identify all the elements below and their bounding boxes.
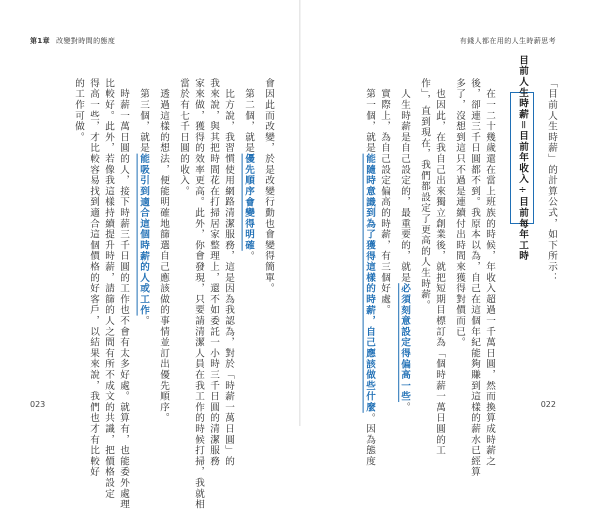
text-run: 第一個，就是	[364, 78, 375, 154]
text-run: 。	[138, 315, 149, 327]
highlight-phrase: 能隨時意識到為了獲得這樣的時薪，自己應該做些什麼	[364, 153, 375, 413]
text-column	[137, 78, 150, 326]
text-column: 得高一些，才比較容易找到適合這個價格的好客戶，以結果來說，我們也才有比較好	[88, 78, 99, 478]
text-column: 透過這樣的想法，便能明確地篩選自己應該做的事情並訂出優先順序。	[158, 78, 169, 424]
text-column: 也因此，在我自己出來獨立創業後，就把短期目標訂為「個時薪一萬日圓的工	[434, 78, 445, 456]
text-column: 時薪一萬日圓的人，接下時薪三千日圓的工作也不會有太多好處。就算有，也能委外處理	[118, 78, 129, 510]
text-column	[363, 78, 376, 467]
text-run: 人生時薪是自己設定的，最重要的，就是	[399, 78, 410, 284]
text-column: 比較好。此外，若像我這樣持續提升時薪，請篩的人之間有所不成文的共識，把價格設定	[103, 78, 114, 500]
text-column: 多了，沒想到這只不過是連續付出時間來獲得對價而已。	[454, 78, 465, 348]
text-column: 實際上，為自己設定偏高的時薪，有三個好處。	[379, 78, 390, 316]
text-column: 我來說，與其把時間花在打掃居家整理上，還不如委託一小時三千日圓的清潔服務	[208, 78, 219, 467]
text-column: 的工作可做。	[73, 78, 84, 143]
text-column: 後，卻連三千日圓都不到。我原本以為，自己在這個年紀能夠賺到這樣的薪水已經算	[469, 78, 480, 478]
text-run: 。因為態度	[364, 412, 375, 467]
text-column	[398, 78, 411, 413]
page-gutter	[299, 0, 301, 426]
text-column: 在一二十幾歲還在當上班族的時候，年收入超過一千萬日圓，然而換算成時薪之	[484, 78, 495, 467]
text-column: 會因此而改變，於是改變行動也會變得簡單。	[263, 78, 274, 294]
formula-box	[510, 54, 534, 262]
highlight-phrase: 必須刻意設定得偏高一些	[399, 283, 410, 403]
page-number-right: 022	[540, 400, 556, 409]
text-column: 當於有七千日圓的收入。	[178, 78, 189, 197]
running-header-right: 有錢人都在用的人生時薪思考	[459, 37, 556, 45]
formula-text: 目前人生時薪＝目前年收入÷目前每年工時	[517, 54, 528, 262]
text-column: 「目前人生時薪」的計算公式，如下所示：	[546, 78, 557, 284]
text-column: 作」，直到現在，我們都設定了更高的人生時薪。	[419, 78, 430, 311]
text-column: 比方說，我習慣使用網路清潔服務，這是因為我認為，對於「時薪一萬日圓」的	[223, 78, 234, 467]
text-run: 第三個，就是	[138, 78, 149, 154]
text-column	[242, 78, 255, 262]
text-run: 。	[243, 250, 254, 262]
highlight-phrase: 優先順序會變得明確	[243, 153, 254, 251]
text-run: 。	[399, 402, 410, 413]
running-header-left	[30, 36, 115, 46]
chapter-number: 第1章	[30, 37, 51, 45]
page-number-left: 023	[30, 400, 46, 409]
text-run: 第二個，就是	[243, 78, 254, 154]
text-column: 家來做，獲得的效率更高。此外，你會發現，只要請清潔人員在我工作的時候打掃，我就相	[193, 78, 204, 510]
chapter-title: 改變對時間的態度	[56, 37, 116, 45]
highlight-phrase: 能吸引到適合這個時薪的人或工作	[138, 153, 149, 316]
